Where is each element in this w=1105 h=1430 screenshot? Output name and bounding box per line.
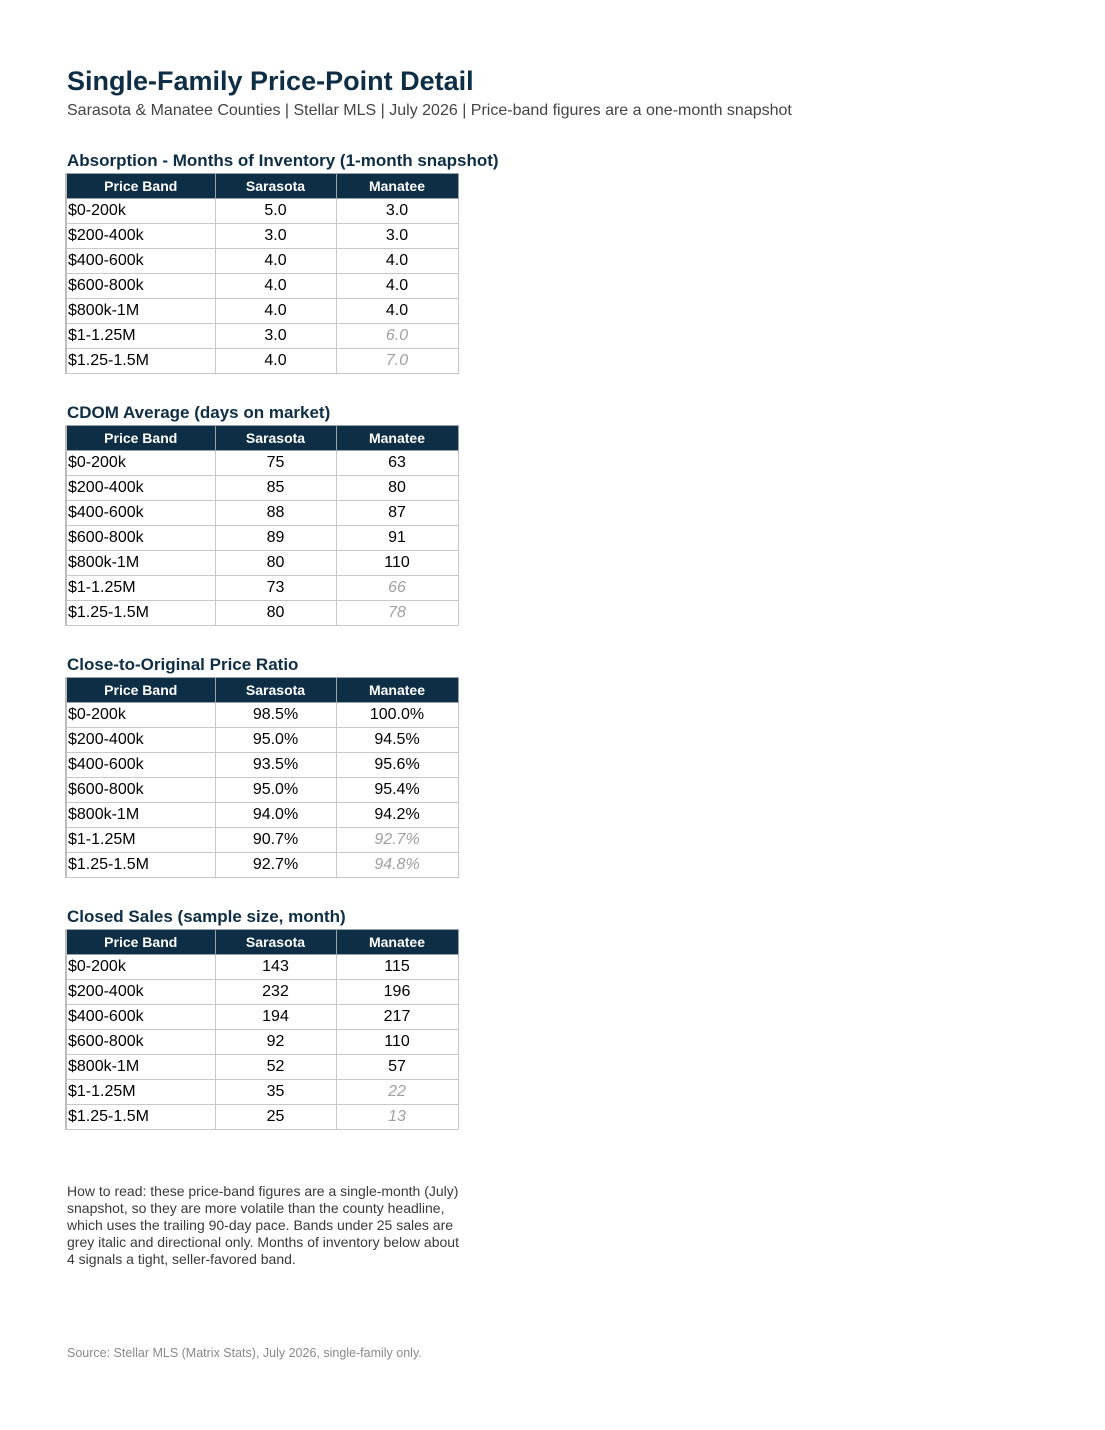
close-to-original-table [65,677,459,878]
manatee-value-cell: 6.0 [336,324,458,349]
price-band-cell: $400-600k [66,1005,215,1030]
table-row [66,980,458,1005]
table-header-row [66,174,458,199]
table-row [66,199,458,224]
sarasota-value-cell: 98.5% [215,703,336,728]
sarasota-value-cell: 80 [215,601,336,626]
price-band-cell: $800k-1M [66,1055,215,1080]
sarasota-value-cell: 80 [215,551,336,576]
manatee-value-cell: 94.2% [336,803,458,828]
absorption-table [65,173,459,374]
price-band-cell: $400-600k [66,501,215,526]
sarasota-value-cell: 89 [215,526,336,551]
price-band-cell: $1.25-1.5M [66,1105,215,1130]
manatee-value-cell: 3.0 [336,199,458,224]
manatee-value-cell: 91 [336,526,458,551]
manatee-value-cell: 95.4% [336,778,458,803]
sarasota-value-cell: 3.0 [215,224,336,249]
sarasota-value-cell: 94.0% [215,803,336,828]
sarasota-value-cell: 92.7% [215,853,336,878]
column-header-sarasota: Sarasota [215,678,336,703]
table-row [66,1105,458,1130]
manatee-value-cell: 13 [336,1105,458,1130]
table-row [66,1005,458,1030]
table-row [66,1030,458,1055]
column-header-price-band: Price Band [66,930,215,955]
sarasota-value-cell: 25 [215,1105,336,1130]
sarasota-value-cell: 92 [215,1030,336,1055]
table-row [66,526,458,551]
price-band-cell: $800k-1M [66,803,215,828]
manatee-value-cell: 115 [336,955,458,980]
table-row [66,703,458,728]
price-band-cell: $600-800k [66,274,215,299]
price-band-cell: $1-1.25M [66,1080,215,1105]
sarasota-value-cell: 95.0% [215,728,336,753]
table-row [66,249,458,274]
price-band-cell: $200-400k [66,980,215,1005]
sarasota-value-cell: 95.0% [215,778,336,803]
manatee-value-cell: 196 [336,980,458,1005]
price-band-cell: $200-400k [66,224,215,249]
price-band-cell: $600-800k [66,778,215,803]
sarasota-value-cell: 85 [215,476,336,501]
sarasota-value-cell: 5.0 [215,199,336,224]
table-row [66,224,458,249]
price-band-cell: $800k-1M [66,299,215,324]
table-row [66,1080,458,1105]
manatee-value-cell: 78 [336,601,458,626]
price-band-cell: $1-1.25M [66,576,215,601]
column-header-sarasota: Sarasota [215,930,336,955]
column-header-price-band: Price Band [66,678,215,703]
table-row [66,451,458,476]
section-title: Close-to-Original Price Ratio [67,655,299,674]
price-band-cell: $1.25-1.5M [66,853,215,878]
column-header-manatee: Manatee [336,174,458,199]
manatee-value-cell: 4.0 [336,249,458,274]
manatee-value-cell: 22 [336,1080,458,1105]
manatee-value-cell: 87 [336,501,458,526]
manatee-value-cell: 63 [336,451,458,476]
section-title: CDOM Average (days on market) [67,403,331,422]
price-band-cell: $1.25-1.5M [66,349,215,374]
how-to-read-note: How to read: these price-band figures are a single-month (July) snapshot, so they are more volatile than the county headline, which uses the trailing 90-day pace. Bands under 25 sales are grey italic and directional only. Months of inventory below about 4 signals a tight, seller-favored band. [67,1183,459,1267]
manatee-value-cell: 80 [336,476,458,501]
source-note: Source: Stellar MLS (Matrix Stats), July 2026, single-family only. [67,1346,422,1360]
manatee-value-cell: 94.8% [336,853,458,878]
column-header-manatee: Manatee [336,930,458,955]
manatee-value-cell: 66 [336,576,458,601]
sarasota-value-cell: 4.0 [215,349,336,374]
price-band-cell: $1-1.25M [66,324,215,349]
column-header-price-band: Price Band [66,426,215,451]
sarasota-value-cell: 93.5% [215,753,336,778]
table-row [66,753,458,778]
price-band-cell: $0-200k [66,451,215,476]
table-row [66,299,458,324]
table-row [66,778,458,803]
manatee-value-cell: 57 [336,1055,458,1080]
manatee-value-cell: 3.0 [336,224,458,249]
page-title: Single-Family Price-Point Detail [67,66,474,96]
table-header-row [66,930,458,955]
closed-sales-table [65,929,459,1130]
manatee-value-cell: 217 [336,1005,458,1030]
manatee-value-cell: 4.0 [336,274,458,299]
section-title: Closed Sales (sample size, month) [67,907,346,926]
table-row [66,728,458,753]
sarasota-value-cell: 194 [215,1005,336,1030]
cdom-table [65,425,459,626]
price-band-cell: $0-200k [66,199,215,224]
section-title: Absorption - Months of Inventory (1-month snapshot) [67,151,499,170]
manatee-value-cell: 100.0% [336,703,458,728]
price-band-cell: $0-200k [66,703,215,728]
price-band-cell: $1.25-1.5M [66,601,215,626]
price-band-cell: $600-800k [66,1030,215,1055]
sarasota-value-cell: 88 [215,501,336,526]
manatee-value-cell: 110 [336,1030,458,1055]
manatee-value-cell: 92.7% [336,828,458,853]
column-header-manatee: Manatee [336,426,458,451]
table-row [66,349,458,374]
table-row [66,551,458,576]
price-band-cell: $800k-1M [66,551,215,576]
manatee-value-cell: 95.6% [336,753,458,778]
manatee-value-cell: 7.0 [336,349,458,374]
table-row [66,955,458,980]
table-row [66,476,458,501]
table-row [66,853,458,878]
price-band-cell: $200-400k [66,728,215,753]
sarasota-value-cell: 52 [215,1055,336,1080]
column-header-price-band: Price Band [66,174,215,199]
price-band-cell: $1-1.25M [66,828,215,853]
price-band-cell: $400-600k [66,249,215,274]
table-row [66,324,458,349]
table-header-row [66,678,458,703]
sarasota-value-cell: 90.7% [215,828,336,853]
table-row [66,601,458,626]
page-subtitle: Sarasota & Manatee Counties | Stellar MLS | July 2026 | Price-band figures are a one-month snapshot [67,102,792,119]
price-band-cell: $600-800k [66,526,215,551]
sarasota-value-cell: 4.0 [215,299,336,324]
manatee-value-cell: 110 [336,551,458,576]
price-band-cell: $400-600k [66,753,215,778]
table-header-row [66,426,458,451]
table-row [66,803,458,828]
table-row [66,576,458,601]
sarasota-value-cell: 232 [215,980,336,1005]
sarasota-value-cell: 4.0 [215,249,336,274]
sarasota-value-cell: 73 [215,576,336,601]
column-header-sarasota: Sarasota [215,426,336,451]
table-row [66,1055,458,1080]
sarasota-value-cell: 35 [215,1080,336,1105]
manatee-value-cell: 94.5% [336,728,458,753]
price-band-cell: $0-200k [66,955,215,980]
manatee-value-cell: 4.0 [336,299,458,324]
column-header-manatee: Manatee [336,678,458,703]
table-row [66,501,458,526]
sarasota-value-cell: 3.0 [215,324,336,349]
sarasota-value-cell: 143 [215,955,336,980]
sarasota-value-cell: 75 [215,451,336,476]
table-row [66,274,458,299]
table-row [66,828,458,853]
price-band-cell: $200-400k [66,476,215,501]
column-header-sarasota: Sarasota [215,174,336,199]
sarasota-value-cell: 4.0 [215,274,336,299]
